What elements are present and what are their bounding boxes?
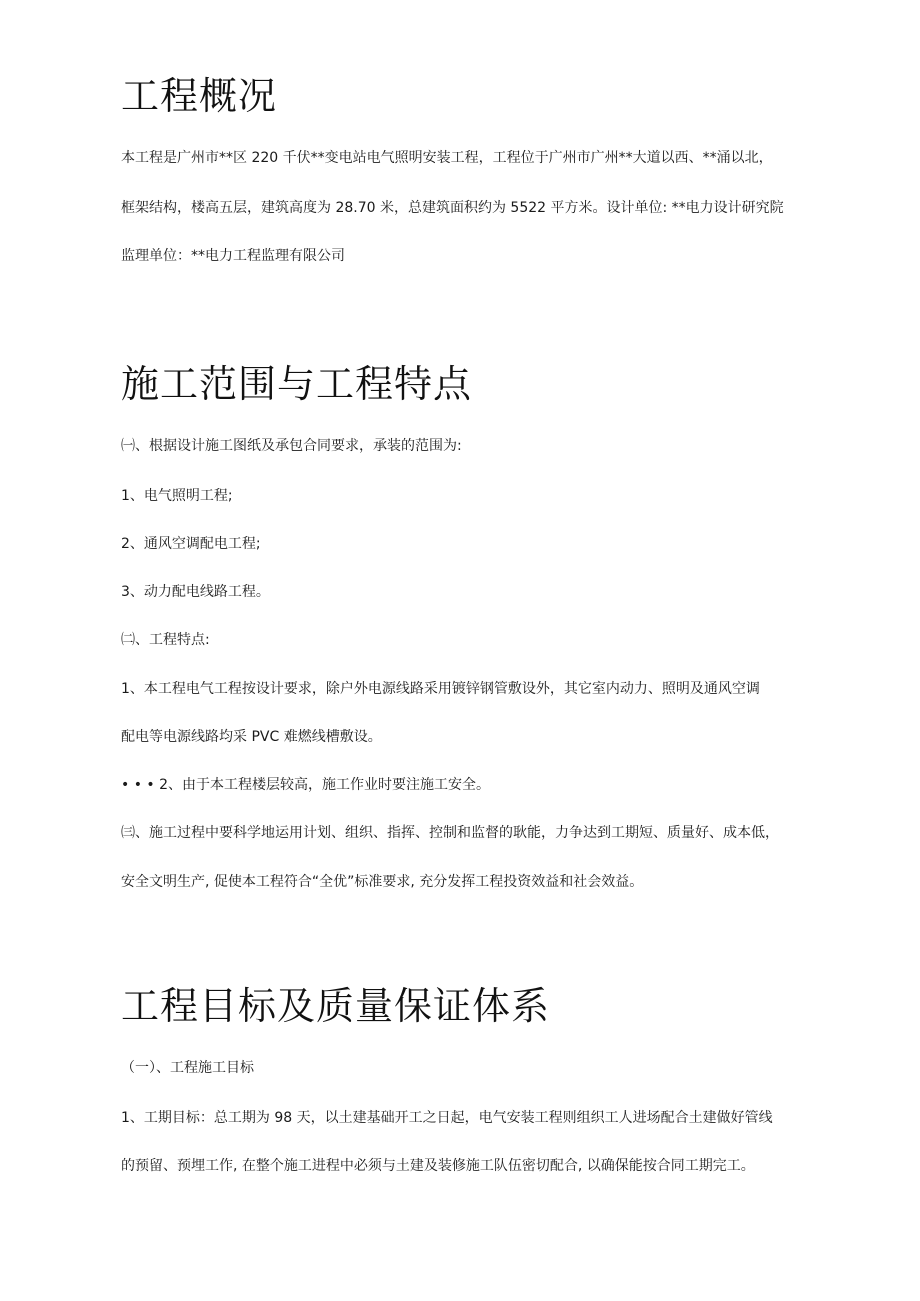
section-heading-scope: 施工范围与工程特点 [121,362,473,406]
section-heading-overview: 工程概况 [121,74,278,118]
paragraph-line: ㈡、工程特点: [121,632,210,648]
paragraph-line: 监理单位：**电力工程监理有限公司 [121,248,345,264]
list-item: 3、动力配电线路工程。 [121,584,270,600]
paragraph-line: 配电等电源线路均采 PVC 难燃线槽敷设。 [121,729,382,745]
paragraph-line: 安全文明生产, 促使本工程符合“全优”标准要求, 充分发挥工程投资效益和社会效益。 [121,874,644,890]
paragraph-line: 的预留、预埋工作, 在整个施工进程中必须与土建及装修施工队伍密切配合, 以确保能按合同工期完工。 [121,1158,755,1174]
paragraph-line: 本工程是广州市**区 220 千伏**变电站电气照明安装工程，工程位于广州市广州**大道以西、**涌以北， [121,150,773,166]
list-item: 1、本工程电气工程按设计要求，除户外电源线路采用镀锌钢管敷设外，其它室内动力、照明及通风空调 [121,681,760,697]
paragraph-line: ㈠、根据设计施工图纸及承包合同要求，承装的范围为: [121,438,462,454]
paragraph-line: ㈢、施工过程中要科学地运用计划、组织、指挥、控制和监督的耿能，力争达到工期短、质量好、成本低， [121,825,779,841]
list-item: • • • 2、由于本工程楼层较高，施工作业时要注施工安全。 [121,777,491,793]
list-item: 1、电气照明工程; [121,488,233,504]
list-item: 2、通风空调配电工程; [121,536,261,552]
section-heading-goals: 工程目标及质量保证体系 [121,984,551,1028]
list-item: 1、工期目标：总工期为 98 天，以土建基础开工之日起，电气安装工程则组织工人进场配合土建做好管线 [121,1110,773,1126]
subsection-title: （一）、工程施工目标 [121,1060,254,1076]
paragraph-line: 框架结构，楼高五层，建筑高度为 28.70 米，总建筑面积约为 5522 平方米。设计单位: **电力设计研究院 [121,200,784,216]
